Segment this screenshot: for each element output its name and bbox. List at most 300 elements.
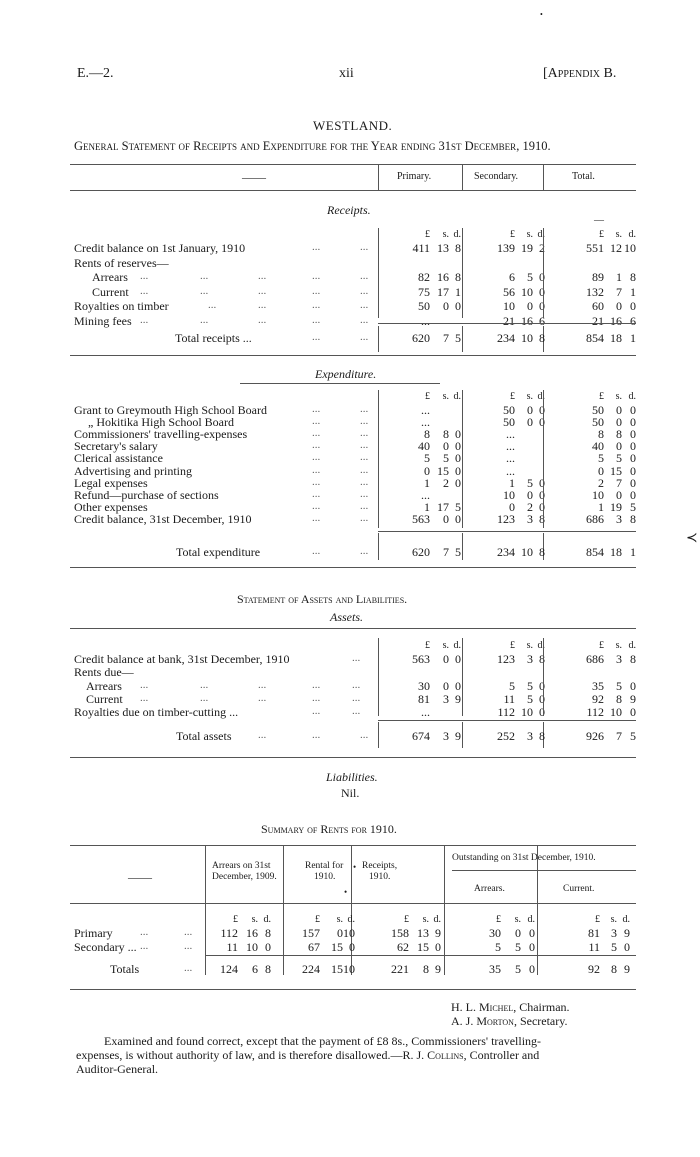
expenditure-total-pence: 0 bbox=[630, 451, 636, 466]
receipt-total-pounds: 132 bbox=[586, 284, 604, 299]
receipt-total-pounds: 551 bbox=[586, 241, 604, 255]
asset-primary-pounds: ... bbox=[421, 705, 430, 720]
receipt-row-label: Royalties on timber bbox=[74, 299, 169, 313]
expenditure-total-pounds: 686 bbox=[586, 511, 604, 526]
expenditure-secondary-pence: 0 bbox=[539, 415, 545, 430]
column-divider bbox=[378, 164, 379, 190]
receipt-row-label: Mining fees bbox=[74, 313, 132, 328]
column-header-blank: —— bbox=[242, 170, 266, 184]
expenditure-total-pence: 0 bbox=[630, 439, 636, 454]
summary-arrears-1909-pence: 0 bbox=[265, 940, 271, 954]
receipt-primary-shillings: 17 bbox=[437, 284, 449, 299]
receipt-total-shillings: 0 bbox=[616, 299, 622, 313]
signature-role: , Secretary. bbox=[513, 1014, 568, 1028]
receipt-secondary-shillings: 10 bbox=[521, 284, 533, 299]
expenditure-total-shillings: 15 bbox=[610, 463, 622, 478]
summary-row-label: Primary bbox=[74, 926, 113, 940]
summary-col-1-pound-header: £ bbox=[315, 914, 320, 925]
expenditure-secondary-pounds: 50 bbox=[503, 403, 515, 417]
leader-dots: ... bbox=[200, 313, 209, 326]
summary-total-receipts-pounds: 221 bbox=[391, 962, 409, 976]
column-header-total: Total. bbox=[572, 171, 595, 182]
leader-dots: ... bbox=[360, 403, 369, 415]
expenditure-primary-pounds: ... bbox=[421, 487, 430, 502]
asset-primary-pence: 9 bbox=[455, 691, 461, 706]
expenditure-secondary-shillings: 3 bbox=[527, 511, 533, 526]
asset-total-shillings: 8 bbox=[616, 691, 622, 706]
leader-dots: ... bbox=[360, 511, 369, 524]
signature-chairman bbox=[451, 1000, 570, 1015]
expenditure-total-pence: 0 bbox=[630, 415, 636, 430]
asset-primary-pounds: 81 bbox=[418, 691, 430, 706]
expenditure-primary-shillings: 17 bbox=[437, 499, 449, 514]
asset-secondary-pounds: 11 bbox=[503, 691, 515, 706]
expenditure-primary-shillings: 0 bbox=[443, 439, 449, 454]
expenditure-total-shillings: 8 bbox=[616, 427, 622, 442]
bullet-mark: • bbox=[344, 887, 348, 897]
receipts-secondary-d-header: d. bbox=[537, 229, 545, 240]
expenditure-secondary-pounds: ... bbox=[506, 439, 515, 454]
asset-secondary-pence: 0 bbox=[539, 691, 545, 706]
expenditure-row-label: Secretary's salary bbox=[74, 439, 158, 454]
leader-dots: ... bbox=[208, 299, 217, 311]
total-expenditure-total-pence: 1 bbox=[630, 545, 636, 559]
leader-dots: ... bbox=[312, 439, 321, 452]
leader-dots: ... bbox=[312, 427, 321, 440]
summary-arrears-1909-pounds: 11 bbox=[226, 940, 238, 954]
expenditure-total-pounds: 1 bbox=[598, 499, 604, 514]
assets-primary-s-header: s. bbox=[442, 640, 449, 651]
expenditure-primary-shillings: 0 bbox=[443, 511, 449, 526]
asset-total-pounds: 686 bbox=[586, 652, 604, 666]
leader-dots: ... bbox=[200, 270, 209, 282]
column-divider bbox=[543, 164, 544, 190]
summary-outstanding-arrears-shillings: 5 bbox=[515, 940, 521, 954]
expenditure-total-pence: 0 bbox=[630, 427, 636, 442]
column-divider bbox=[543, 228, 544, 318]
margin-mark: ≺ bbox=[686, 531, 698, 546]
receipts-total-s-header: s. bbox=[615, 229, 622, 240]
divider-rule bbox=[240, 383, 440, 384]
summary-total-rental-pence: 10 bbox=[343, 962, 355, 976]
leader-dots: ... bbox=[360, 729, 369, 741]
receipt-total-shillings: 16 bbox=[610, 313, 622, 328]
expenditure-primary-pence: 0 bbox=[455, 475, 461, 490]
appendix-ref: [Appendix B. bbox=[543, 66, 617, 81]
leader-dots: ... bbox=[200, 284, 209, 297]
summary-outstanding-arrears-pounds: 5 bbox=[495, 940, 501, 954]
leader-dots: ... bbox=[312, 241, 321, 253]
expenditure-primary-pounds: 5 bbox=[424, 451, 430, 466]
asset-secondary-shillings: 10 bbox=[521, 705, 533, 720]
summary-total-outstanding-arrears-pence: 0 bbox=[529, 962, 535, 976]
expenditure-primary-shillings: 8 bbox=[443, 427, 449, 442]
expenditure-primary-shillings: 2 bbox=[443, 475, 449, 490]
signature-secretary bbox=[451, 1014, 567, 1029]
leader-dots: ... bbox=[360, 331, 369, 343]
expenditure-secondary-pounds: ... bbox=[506, 463, 515, 478]
summary-total-outstanding-arrears-shillings: 5 bbox=[515, 962, 521, 976]
receipt-secondary-shillings: 0 bbox=[527, 299, 533, 313]
asset-total-pounds: 35 bbox=[592, 678, 604, 693]
summary-outstanding-arrears-shillings: 0 bbox=[515, 926, 521, 940]
liabilities-value: Nil. bbox=[341, 786, 360, 800]
expenditure-secondary-shillings: 5 bbox=[527, 475, 533, 490]
leader-dots: ... bbox=[312, 487, 321, 500]
assets-top-rule bbox=[70, 628, 636, 629]
total-expenditure-total-pounds: 854 bbox=[586, 545, 604, 559]
receipt-primary-pounds: 411 bbox=[412, 241, 430, 255]
summary-total-label: Totals bbox=[110, 962, 140, 976]
asset-primary-shillings: 3 bbox=[443, 691, 449, 706]
summary-col-0-pound-header: £ bbox=[233, 914, 238, 925]
leader-dots: ... bbox=[352, 705, 361, 718]
expenditure-secondary-pounds: 50 bbox=[503, 415, 515, 430]
column-divider bbox=[462, 638, 463, 716]
column-divider bbox=[462, 533, 463, 560]
leader-dots: ... bbox=[140, 940, 149, 952]
summary-top-rule bbox=[70, 845, 636, 846]
expenditure-total-shillings: 19 bbox=[610, 499, 622, 514]
expenditure-secondary-pounds: ... bbox=[506, 427, 515, 442]
page-ref: E.—2. bbox=[77, 66, 114, 81]
expenditure-primary-pence: 0 bbox=[455, 439, 461, 454]
expenditure-total-pounds: 40 bbox=[592, 439, 604, 454]
asset-total-shillings: 10 bbox=[610, 705, 622, 720]
total-expenditure-secondary-shillings: 10 bbox=[521, 545, 533, 559]
expenditure-primary-pounds: 8 bbox=[424, 427, 430, 442]
receipt-total-shillings: 7 bbox=[616, 284, 622, 299]
subtotal-rule bbox=[378, 323, 636, 324]
total-assets-total-pounds: 926 bbox=[586, 729, 604, 743]
summary-receipts-pounds: 158 bbox=[391, 926, 409, 940]
summary-outstanding-current-pounds: 81 bbox=[588, 926, 600, 940]
expenditure-total-shillings: 0 bbox=[616, 415, 622, 430]
expenditure-secondary-shillings: 0 bbox=[527, 403, 533, 417]
summary-outstanding-current-pounds: 11 bbox=[588, 940, 600, 954]
summary-bottom-rule bbox=[70, 989, 636, 990]
asset-total-pence: 8 bbox=[630, 652, 636, 666]
summary-total-rental-shillings: 15 bbox=[331, 962, 343, 976]
expenditure-primary-pounds: 0 bbox=[424, 463, 430, 478]
expenditure-secondary-pence: 0 bbox=[539, 475, 545, 490]
receipt-total-pence: 1 bbox=[630, 284, 636, 299]
receipt-primary-pounds: 75 bbox=[418, 284, 430, 299]
expenditure-row-label: Credit balance, 31st December, 1910 bbox=[74, 511, 252, 526]
assets-secondary-d-header: d. bbox=[537, 640, 545, 651]
summary-receipts-shillings: 13 bbox=[417, 926, 429, 940]
receipts-primary-d-header: d. bbox=[453, 229, 461, 240]
asset-total-shillings: 5 bbox=[616, 678, 622, 693]
total-assets-total-pence: 5 bbox=[630, 729, 636, 743]
expenditure-total-pounds: 8 bbox=[598, 427, 604, 442]
expenditure-total-shillings: 0 bbox=[616, 403, 622, 417]
assets-secondary-pound-header: £ bbox=[510, 640, 515, 651]
expenditure-primary-pence: 0 bbox=[455, 511, 461, 526]
summary-header-rental-line2: 1910. bbox=[314, 872, 336, 882]
column-divider bbox=[462, 390, 463, 528]
expenditure-total-shillings: 3 bbox=[616, 511, 622, 526]
total-expenditure-primary-pounds: 620 bbox=[412, 545, 430, 559]
receipt-primary-pence: 8 bbox=[455, 270, 461, 284]
leader-dots: ... bbox=[140, 926, 149, 938]
expenditure-primary-shillings: 15 bbox=[437, 463, 449, 478]
total-assets-primary-pounds: 674 bbox=[412, 729, 430, 743]
summary-col-4-d-header: d. bbox=[622, 914, 630, 925]
total-expenditure-secondary-pence: 8 bbox=[539, 545, 545, 559]
summary-header-bottom-rule bbox=[70, 903, 636, 904]
column-divider bbox=[462, 326, 463, 352]
receipt-secondary-shillings: 5 bbox=[527, 270, 533, 284]
expenditure-total-pence: 8 bbox=[630, 511, 636, 526]
expenditure-row-label: Legal expenses bbox=[74, 475, 148, 490]
asset-row-label: Arrears bbox=[86, 678, 122, 693]
summary-arrears-1909-shillings: 16 bbox=[246, 926, 258, 940]
asset-secondary-pounds: 112 bbox=[497, 705, 515, 720]
asset-secondary-shillings: 5 bbox=[527, 678, 533, 693]
expenditure-total-pence: 0 bbox=[630, 475, 636, 490]
asset-total-shillings: 3 bbox=[616, 652, 622, 666]
receipt-total-pounds: 21 bbox=[592, 313, 604, 328]
summary-receipts-pence: 0 bbox=[435, 940, 441, 954]
dash-mark: — bbox=[594, 215, 604, 226]
total-receipts-total-pence: 1 bbox=[630, 331, 636, 345]
summary-outstanding-current-pence: 9 bbox=[624, 926, 630, 940]
column-divider bbox=[378, 326, 379, 352]
leader-dots: ... bbox=[312, 545, 321, 557]
leader-dots: ... bbox=[360, 313, 369, 326]
leader-dots: ... bbox=[258, 729, 267, 741]
receipt-primary-pounds: 50 bbox=[418, 299, 430, 313]
asset-row-label: Royalties due on timber-cutting ... bbox=[74, 705, 239, 720]
outstanding-rule bbox=[452, 870, 636, 871]
leader-dots: ... bbox=[200, 691, 209, 704]
expenditure-total-shillings: 0 bbox=[616, 439, 622, 454]
total-expenditure-primary-pence: 5 bbox=[455, 545, 461, 559]
asset-primary-pence: 0 bbox=[455, 652, 461, 666]
general-statement-title: General Statement of Receipts and Expenditure for the Year ending 31st December, 1910. bbox=[74, 139, 551, 153]
header-bottom-rule bbox=[70, 190, 636, 191]
receipt-primary-pence: 8 bbox=[455, 241, 461, 255]
summary-col-1-d-header: d. bbox=[347, 914, 355, 925]
asset-secondary-pounds: 123 bbox=[497, 652, 515, 666]
summary-outstanding-arrears-pence: 0 bbox=[529, 940, 535, 954]
expenditure-secondary-pounds: 10 bbox=[503, 487, 515, 502]
column-divider bbox=[378, 638, 379, 716]
expenditure-total-pence: 0 bbox=[630, 403, 636, 417]
summary-total-outstanding-current-shillings: 8 bbox=[611, 962, 617, 976]
leader-dots: ... bbox=[360, 439, 369, 452]
total-receipts-total-pounds: 854 bbox=[586, 331, 604, 345]
assets-total-pound-header: £ bbox=[599, 640, 604, 651]
subtotal-rule bbox=[205, 955, 636, 956]
summary-header-arrears-1909-line2: December, 1909. bbox=[212, 872, 277, 882]
leader-dots: ... bbox=[312, 284, 321, 297]
asset-row-label: Credit balance at bank, 31st December, 1910 bbox=[74, 652, 290, 666]
assets-heading: Assets. bbox=[330, 610, 363, 624]
receipts-total-d-header: d. bbox=[628, 229, 636, 240]
expenditure-primary-pounds: ... bbox=[421, 415, 430, 430]
total-assets-total-shillings: 7 bbox=[616, 729, 622, 743]
total-receipts-secondary-pounds: 234 bbox=[497, 331, 515, 345]
receipts-primary-s-header: s. bbox=[442, 229, 449, 240]
asset-primary-shillings: 0 bbox=[443, 678, 449, 693]
summary-header-current: Current. bbox=[563, 884, 595, 894]
leader-dots: ... bbox=[360, 499, 369, 512]
assets-primary-pound-header: £ bbox=[425, 640, 430, 651]
expenditure-bottom-rule bbox=[70, 567, 636, 568]
expenditure-row-label: Refund—purchase of sections bbox=[74, 487, 219, 502]
column-divider bbox=[378, 228, 379, 318]
total-assets-primary-shillings: 3 bbox=[443, 729, 449, 743]
leader-dots: ... bbox=[258, 284, 267, 297]
assets-total-s-header: s. bbox=[615, 640, 622, 651]
leader-dots: ... bbox=[360, 415, 369, 428]
asset-total-pence: 9 bbox=[630, 691, 636, 706]
receipt-total-pence: 8 bbox=[630, 270, 636, 284]
expenditure-secondary-pence: 0 bbox=[539, 403, 545, 417]
receipts-secondary-pound-header: £ bbox=[510, 229, 515, 240]
expenditure-secondary-d-header: d. bbox=[537, 391, 545, 402]
asset-secondary-shillings: 5 bbox=[527, 691, 533, 706]
leader-dots: ... bbox=[140, 270, 149, 282]
auditor-name: R. J. Collins bbox=[402, 1048, 464, 1062]
leader-dots: ... bbox=[312, 499, 321, 512]
leader-dots: ... bbox=[140, 678, 149, 691]
liabilities-heading: Liabilities. bbox=[326, 770, 378, 784]
total-receipts-total-shillings: 18 bbox=[610, 331, 622, 345]
expenditure-secondary-shillings: 2 bbox=[527, 499, 533, 514]
summary-receipts-shillings: 15 bbox=[417, 940, 429, 954]
expenditure-total-shillings: 0 bbox=[616, 487, 622, 502]
asset-secondary-pence: 0 bbox=[539, 678, 545, 693]
expenditure-heading: Expenditure. bbox=[315, 367, 377, 381]
leader-dots: ... bbox=[258, 270, 267, 282]
receipt-total-pence: 0 bbox=[630, 299, 636, 313]
receipt-secondary-pence: 6 bbox=[539, 313, 545, 328]
expenditure-primary-pounds: 40 bbox=[418, 439, 430, 454]
leader-dots: ... bbox=[352, 678, 361, 691]
expenditure-secondary-pence: 0 bbox=[539, 499, 545, 514]
leader-dots: ... bbox=[184, 926, 193, 938]
leader-dots: ... bbox=[258, 691, 267, 704]
asset-primary-pence: 0 bbox=[455, 678, 461, 693]
expenditure-secondary-pound-header: £ bbox=[510, 391, 515, 402]
assets-total-d-header: d. bbox=[628, 640, 636, 651]
expenditure-total-pence: 0 bbox=[630, 463, 636, 478]
asset-secondary-pence: 0 bbox=[539, 705, 545, 720]
asset-total-pounds: 112 bbox=[586, 705, 604, 720]
summary-rental-pounds: 157 bbox=[302, 926, 320, 940]
summary-header-outstanding: Outstanding on 31st December, 1910. bbox=[452, 853, 596, 863]
summary-rental-shillings: 15 bbox=[331, 940, 343, 954]
leader-dots: ... bbox=[184, 962, 193, 974]
receipt-row-label: Current bbox=[92, 284, 129, 299]
receipt-primary-pounds: ... bbox=[421, 313, 430, 328]
expenditure-total-d-header: d. bbox=[628, 391, 636, 402]
total-expenditure-label: Total expenditure bbox=[176, 545, 261, 559]
assets-secondary-s-header: s. bbox=[526, 640, 533, 651]
summary-outstanding-arrears-pence: 0 bbox=[529, 926, 535, 940]
audit-note-text: expenses, is without authority of law, and is therefore disallowed.— bbox=[76, 1048, 403, 1062]
expenditure-total-s-header: s. bbox=[615, 391, 622, 402]
column-divider bbox=[462, 228, 463, 318]
expenditure-total-pound-header: £ bbox=[599, 391, 604, 402]
leader-dots: ... bbox=[360, 270, 369, 282]
summary-outstanding-arrears-pounds: 30 bbox=[489, 926, 501, 940]
expenditure-primary-s-header: s. bbox=[442, 391, 449, 402]
summary-outstanding-current-pence: 0 bbox=[624, 940, 630, 954]
summary-total-outstanding-arrears-pounds: 35 bbox=[489, 962, 501, 976]
asset-total-pence: 0 bbox=[630, 705, 636, 720]
summary-receipts-pence: 9 bbox=[435, 926, 441, 940]
summary-total-rental-pounds: 224 bbox=[302, 962, 320, 976]
expenditure-primary-pence: 5 bbox=[455, 499, 461, 514]
summary-col-3-pound-header: £ bbox=[496, 914, 501, 925]
summary-header-receipts-line2: 1910. bbox=[369, 872, 391, 882]
receipt-row-label: Rents of reserves— bbox=[74, 255, 169, 270]
receipt-secondary-shillings: 16 bbox=[521, 313, 533, 328]
leader-dots: ... bbox=[312, 403, 321, 415]
leader-dots: ... bbox=[360, 427, 369, 440]
receipt-primary-shillings: 13 bbox=[437, 241, 449, 255]
receipt-primary-pence: 1 bbox=[455, 284, 461, 299]
summary-arrears-1909-pence: 8 bbox=[265, 926, 271, 940]
receipt-secondary-pence: 0 bbox=[539, 299, 545, 313]
leader-dots: ... bbox=[140, 691, 149, 704]
total-receipts-primary-pence: 5 bbox=[455, 331, 461, 345]
expenditure-secondary-shillings: 0 bbox=[527, 487, 533, 502]
leader-dots: ... bbox=[360, 284, 369, 297]
expenditure-primary-pence: 0 bbox=[455, 451, 461, 466]
leader-dots: ... bbox=[312, 705, 321, 718]
expenditure-row-label: „ Hokitika High School Board bbox=[88, 415, 234, 430]
summary-col-4-pound-header: £ bbox=[595, 914, 600, 925]
summary-rental-pence: 10 bbox=[343, 926, 355, 940]
receipt-primary-pounds: 82 bbox=[418, 270, 430, 284]
subtotal-rule bbox=[378, 531, 636, 532]
asset-total-pounds: 92 bbox=[592, 691, 604, 706]
summary-col-2-d-header: d. bbox=[433, 914, 441, 925]
receipt-total-shillings: 1 bbox=[616, 270, 622, 284]
summary-col-2-s-header: s. bbox=[422, 914, 429, 925]
expenditure-row-label: Clerical assistance bbox=[74, 451, 163, 466]
total-assets-secondary-pounds: 252 bbox=[497, 729, 515, 743]
summary-receipts-pounds: 62 bbox=[397, 940, 409, 954]
expenditure-total-pounds: 2 bbox=[598, 475, 604, 490]
column-header-primary: Primary. bbox=[397, 171, 432, 182]
column-divider bbox=[378, 722, 379, 748]
receipt-secondary-pence: 0 bbox=[539, 270, 545, 284]
receipt-primary-shillings: 0 bbox=[443, 299, 449, 313]
table-top-rule bbox=[70, 164, 636, 165]
leader-dots: ... bbox=[312, 415, 321, 428]
expenditure-total-pounds: 0 bbox=[598, 463, 604, 478]
expenditure-total-pence: 5 bbox=[630, 499, 636, 514]
receipt-secondary-pounds: 6 bbox=[509, 270, 515, 284]
receipt-total-shillings: 12 bbox=[610, 241, 622, 255]
signature-role: , Chairman. bbox=[513, 1000, 570, 1014]
region-title: WESTLAND. bbox=[313, 118, 393, 133]
summary-col-0-s-header: s. bbox=[251, 914, 258, 925]
receipt-secondary-shillings: 19 bbox=[521, 241, 533, 255]
column-divider bbox=[378, 533, 379, 560]
audit-note-line-1: Examined and found correct, except that the payment of £8 8s., Commissioners' travelling- bbox=[104, 1034, 542, 1048]
receipt-secondary-pounds: 21 bbox=[503, 313, 515, 328]
summary-title: Summary of Rents for 1910. bbox=[261, 822, 397, 836]
asset-secondary-shillings: 3 bbox=[527, 652, 533, 666]
total-receipts-secondary-shillings: 10 bbox=[521, 331, 533, 345]
